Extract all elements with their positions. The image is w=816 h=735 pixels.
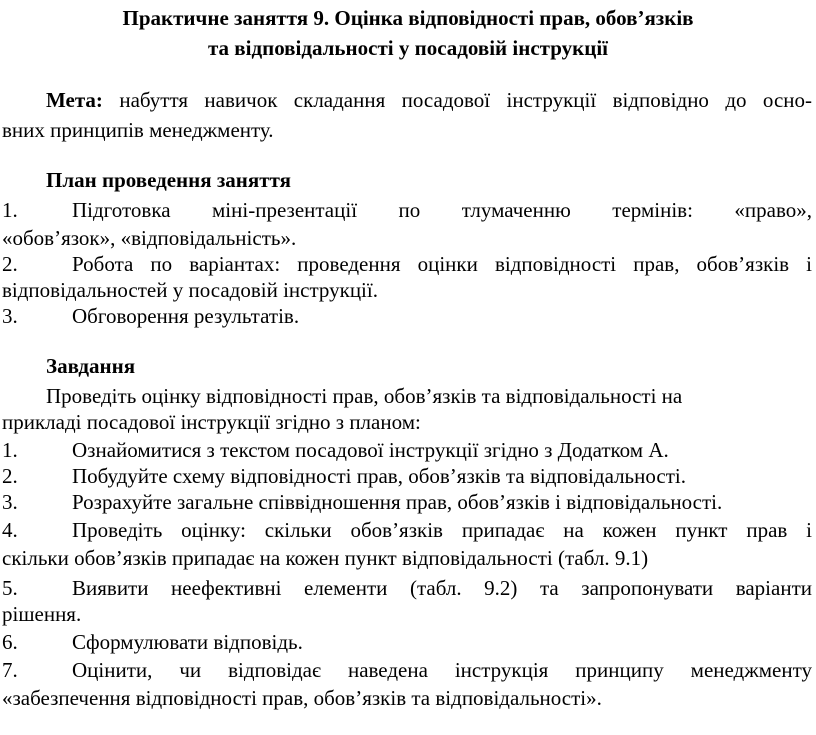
task-item-6-text: Сформулювати відповідь. xyxy=(72,630,303,654)
task-item-4-text: Проведіть оцінку: скільки обов’язків припадає на кожен пункт прав і xyxy=(72,518,812,542)
task-item-5 xyxy=(2,574,812,602)
plan-item-1-text: Підготовка міні-презентації по тлумаченню термінів: «право», xyxy=(72,198,812,222)
task-item-5-continuation: рішення. xyxy=(2,602,82,626)
task-item-1-number: 1. xyxy=(2,438,18,462)
task-item-1 xyxy=(2,436,812,464)
task-item-7-number: 7. xyxy=(2,658,18,682)
task-item-3-text: Розрахуйте загальне співвідношення прав, обов’язків і відповідальності. xyxy=(72,490,723,514)
plan-item-2-number: 2. xyxy=(2,252,18,276)
task-item-6 xyxy=(2,628,812,656)
goal-paragraph-line-1 xyxy=(46,86,812,114)
task-heading: Завдання xyxy=(46,354,136,378)
page-title-line-1: Практичне заняття 9. Оцінка відповідності прав, обов’язків xyxy=(122,6,694,30)
task-intro-line-1: Проведіть оцінку відповідності прав, обов’язків та відповідальності на xyxy=(46,384,683,408)
plan-heading: План проведення заняття xyxy=(46,168,291,192)
page-title-line-2: та відповідальності у посадовій інструкції xyxy=(207,36,609,60)
goal-text-1: набуття навичок складання посадової інструкції відповідно до осно- xyxy=(102,88,812,112)
task-item-2 xyxy=(2,462,812,490)
task-item-6-number: 6. xyxy=(2,630,18,654)
plan-item-2 xyxy=(2,250,812,278)
task-item-5-number: 5. xyxy=(2,576,18,600)
task-item-4-number: 4. xyxy=(2,518,18,542)
task-item-4 xyxy=(2,516,812,544)
plan-item-2-continuation: відповідальностей у посадовій інструкції. xyxy=(2,278,378,302)
task-item-3-number: 3. xyxy=(2,490,18,514)
task-item-2-number: 2. xyxy=(2,464,18,488)
goal-label: Мета: xyxy=(46,88,103,112)
plan-item-1-continuation: «обов’язок», «відповідальність». xyxy=(2,226,297,250)
task-item-3 xyxy=(2,488,812,516)
plan-item-1-number: 1. xyxy=(2,198,18,222)
plan-item-2-text: Робота по варіантах: проведення оцінки відповідності прав, обов’язків і xyxy=(72,252,812,276)
task-item-7-continuation: «забезпечення відповідності прав, обов’язків та відповідальності». xyxy=(2,686,602,710)
task-item-2-text: Побудуйте схему відповідності прав, обов’язків та відповідальності. xyxy=(72,464,686,488)
task-item-4-continuation: скільки обов’язків припадає на кожен пункт відповідальності (табл. 9.1) xyxy=(2,546,649,570)
plan-item-3-text: Обговорення результатів. xyxy=(72,304,300,328)
task-item-5-text: Виявити неефективні елементи (табл. 9.2) та запропонувати варіанти xyxy=(72,576,812,600)
plan-item-3 xyxy=(2,302,812,330)
goal-paragraph-line-2: вних принципів менеджменту. xyxy=(2,118,274,142)
plan-item-3-number: 3. xyxy=(2,304,18,328)
plan-item-1 xyxy=(2,196,812,224)
task-intro-line-2: прикладі посадової інструкції згідно з планом: xyxy=(2,410,421,434)
task-item-7-text: Оцінити, чи відповідає наведена інструкція принципу менеджменту xyxy=(72,658,812,682)
task-item-1-text: Ознайомитися з текстом посадової інструкції згідно з Додатком А. xyxy=(72,438,669,462)
task-item-7 xyxy=(2,656,812,684)
